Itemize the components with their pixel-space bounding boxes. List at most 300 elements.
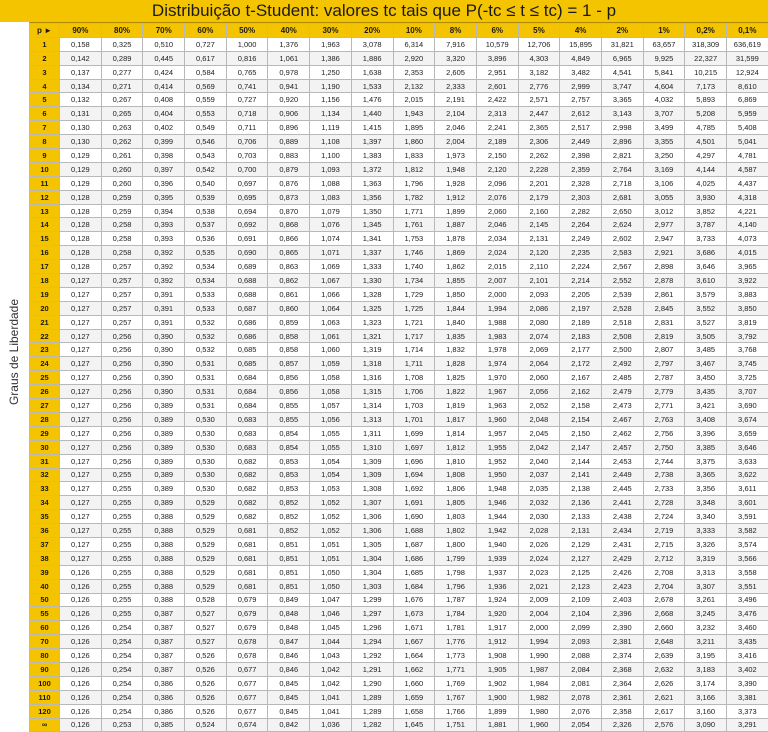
table-cell: 0,866 — [268, 232, 310, 246]
table-cell: 1,828 — [435, 357, 477, 371]
table-cell: 1,304 — [351, 551, 393, 565]
table-cell: 2,144 — [560, 454, 602, 468]
table-cell: 2,787 — [643, 371, 685, 385]
table-cell: 2,228 — [518, 162, 560, 176]
table-cell: 0,256 — [101, 357, 143, 371]
table-cell: 0,255 — [101, 468, 143, 482]
table-cell: 0,388 — [143, 579, 185, 593]
table-cell: 1,350 — [351, 204, 393, 218]
table-cell: 0,530 — [185, 454, 227, 468]
table-cell: 2,500 — [601, 343, 643, 357]
table-cell: 2,086 — [518, 301, 560, 315]
table-cell: 31,821 — [601, 37, 643, 51]
table-cell: 0,263 — [101, 121, 143, 135]
table-cell: 3,601 — [727, 496, 768, 510]
table-cell: 0,538 — [185, 204, 227, 218]
table-cell: 3,819 — [727, 315, 768, 329]
table-cell: 2,028 — [518, 524, 560, 538]
row-header: 37 — [30, 537, 60, 551]
table-cell: 1,052 — [310, 524, 352, 538]
table-cell: 2,048 — [518, 412, 560, 426]
table-cell: 0,861 — [268, 287, 310, 301]
table-cell: 3,143 — [601, 107, 643, 121]
table-cell: 3,792 — [727, 329, 768, 343]
table-cell: 0,387 — [143, 621, 185, 635]
table-cell: 0,260 — [101, 162, 143, 176]
table-cell: 4,303 — [518, 51, 560, 65]
table-cell: 1,799 — [435, 551, 477, 565]
table-cell: 0,534 — [185, 274, 227, 288]
table-cell: 0,137 — [60, 65, 102, 79]
column-header: 30% — [310, 24, 352, 38]
table-cell: 15,895 — [560, 37, 602, 51]
column-header: 20% — [351, 24, 393, 38]
table-cell: 1,310 — [351, 440, 393, 454]
table-cell: 0,528 — [185, 593, 227, 607]
table-cell: 2,999 — [560, 79, 602, 93]
table-cell: 2,601 — [476, 79, 518, 93]
table-cell: 1,056 — [310, 412, 352, 426]
table-cell: 3,402 — [727, 662, 768, 676]
table-cell: 1,886 — [351, 51, 393, 65]
row-header: 32 — [30, 468, 60, 482]
table-cell: 0,690 — [226, 246, 268, 260]
table-cell: 1,862 — [435, 260, 477, 274]
table-row — [30, 301, 768, 315]
table-cell: 2,617 — [643, 704, 685, 718]
table-cell: 1,771 — [435, 662, 477, 676]
table-cell: 1,920 — [476, 607, 518, 621]
table-cell: 0,846 — [268, 662, 310, 676]
table-cell: 0,510 — [143, 37, 185, 51]
table-cell: 0,854 — [268, 426, 310, 440]
table-cell: 3,646 — [685, 260, 727, 274]
table-cell: 0,392 — [143, 274, 185, 288]
table-cell: 0,265 — [101, 107, 143, 121]
table-cell: 1,306 — [351, 524, 393, 538]
table-cell: 0,391 — [143, 287, 185, 301]
table-cell: 1,662 — [393, 662, 435, 676]
table-cell: 1,051 — [310, 551, 352, 565]
table-cell: 0,727 — [185, 37, 227, 51]
table-cell: 1,306 — [351, 510, 393, 524]
table-cell: 6,965 — [601, 51, 643, 65]
table-cell: 0,388 — [143, 593, 185, 607]
table-cell: 2,045 — [518, 426, 560, 440]
row-header: 25 — [30, 371, 60, 385]
table-cell: 2,035 — [518, 482, 560, 496]
table-cell: 0,127 — [60, 524, 102, 538]
table-cell: 1,825 — [435, 371, 477, 385]
table-cell: 0,255 — [101, 565, 143, 579]
table-cell: 10,215 — [685, 65, 727, 79]
table-row — [30, 537, 768, 551]
table-cell: 0,920 — [268, 93, 310, 107]
table-cell: 2,162 — [560, 385, 602, 399]
table-cell: 1,740 — [393, 260, 435, 274]
table-cell: 1,314 — [351, 399, 393, 413]
table-cell: 0,387 — [143, 635, 185, 649]
table-cell: 1,974 — [476, 357, 518, 371]
column-header: 4% — [560, 24, 602, 38]
row-header: 10 — [30, 162, 60, 176]
table-cell: 1,987 — [518, 662, 560, 676]
table-cell: 1,328 — [351, 287, 393, 301]
table-cell: 3,686 — [685, 246, 727, 260]
table-cell: 1,805 — [435, 496, 477, 510]
table-cell: 3,467 — [685, 357, 727, 371]
table-cell: 2,998 — [601, 121, 643, 135]
row-header: 9 — [30, 149, 60, 163]
table-cell: 0,677 — [226, 690, 268, 704]
table-cell: 0,529 — [185, 579, 227, 593]
table-cell: 0,678 — [226, 635, 268, 649]
table-cell: 2,374 — [601, 649, 643, 663]
table-cell: 2,678 — [643, 593, 685, 607]
table-cell: 0,258 — [101, 232, 143, 246]
table-cell: 2,368 — [601, 662, 643, 676]
table-cell: 1,850 — [435, 287, 477, 301]
table-cell: 1,692 — [393, 482, 435, 496]
column-header: 70% — [143, 24, 185, 38]
table-cell: 0,408 — [143, 93, 185, 107]
table-cell: 0,254 — [101, 662, 143, 676]
table-cell: 1,053 — [310, 482, 352, 496]
table-cell: 1,319 — [351, 343, 393, 357]
table-cell: 0,873 — [268, 190, 310, 204]
table-cell: 2,733 — [643, 482, 685, 496]
table-cell: 0,531 — [185, 371, 227, 385]
table-cell: 0,851 — [268, 551, 310, 565]
table-cell: 0,941 — [268, 79, 310, 93]
table-cell: 0,386 — [143, 690, 185, 704]
table-cell: 0,393 — [143, 218, 185, 232]
table-cell: 1,386 — [310, 51, 352, 65]
table-cell: 3,674 — [727, 412, 768, 426]
table-cell: 1,660 — [393, 676, 435, 690]
table-cell: 1,905 — [476, 662, 518, 676]
table-cell: 1,074 — [310, 232, 352, 246]
table-cell: 0,253 — [101, 718, 143, 732]
table-cell: 0,257 — [101, 274, 143, 288]
table-cell: 1,066 — [310, 287, 352, 301]
row-header: 3 — [30, 65, 60, 79]
table-cell: 5,959 — [727, 107, 768, 121]
table-cell: 2,708 — [643, 565, 685, 579]
table-cell: 1,323 — [351, 315, 393, 329]
row-header: 30 — [30, 440, 60, 454]
table-cell: 0,126 — [60, 704, 102, 718]
table-cell: 0,389 — [143, 412, 185, 426]
table-cell: 3,690 — [727, 399, 768, 413]
table-cell: 2,764 — [601, 162, 643, 176]
table-row — [30, 690, 768, 704]
table-row — [30, 232, 768, 246]
table-cell: 1,773 — [435, 649, 477, 663]
table-cell: 2,214 — [560, 274, 602, 288]
table-cell: 0,127 — [60, 426, 102, 440]
table-cell: 3,435 — [685, 385, 727, 399]
table-cell: 3,375 — [685, 454, 727, 468]
table-cell: 3,340 — [685, 510, 727, 524]
table-cell: 3,195 — [685, 649, 727, 663]
table-cell: 4,318 — [727, 190, 768, 204]
table-cell: 4,032 — [643, 93, 685, 107]
table-cell: 2,479 — [601, 385, 643, 399]
table-cell: 1,307 — [351, 496, 393, 510]
table-cell: 3,496 — [727, 593, 768, 607]
table-cell: 2,571 — [518, 93, 560, 107]
table-cell: 2,056 — [518, 385, 560, 399]
table-cell: 0,256 — [101, 440, 143, 454]
table-cell: 1,321 — [351, 329, 393, 343]
table-cell: 1,798 — [435, 565, 477, 579]
table-cell: 2,026 — [518, 537, 560, 551]
row-header: ∞ — [30, 718, 60, 732]
table-cell: 2,046 — [476, 218, 518, 232]
table-cell: 2,567 — [601, 260, 643, 274]
table-cell: 0,530 — [185, 426, 227, 440]
table-cell: 0,132 — [60, 93, 102, 107]
column-header: 90% — [60, 24, 102, 38]
table-cell: 4,849 — [560, 51, 602, 65]
table-cell: 0,530 — [185, 412, 227, 426]
table-cell: 5,208 — [685, 107, 727, 121]
table-cell: 22,327 — [685, 51, 727, 65]
table-cell: 1,808 — [435, 468, 477, 482]
table-cell: 3,090 — [685, 718, 727, 732]
table-cell: 3,356 — [685, 482, 727, 496]
table-cell: 0,860 — [268, 301, 310, 315]
table-cell: 2,145 — [518, 218, 560, 232]
table-cell: 0,531 — [185, 357, 227, 371]
table-cell: 1,988 — [476, 315, 518, 329]
table-row — [30, 135, 768, 149]
table-row — [30, 482, 768, 496]
table-cell: 0,863 — [268, 260, 310, 274]
table-cell: 1,802 — [435, 524, 477, 538]
row-header: 17 — [30, 260, 60, 274]
table-cell: 2,109 — [560, 593, 602, 607]
table-cell: 3,182 — [518, 65, 560, 79]
table-cell: 3,396 — [685, 426, 727, 440]
table-cell: 1,822 — [435, 385, 477, 399]
table-cell: 1,746 — [393, 246, 435, 260]
table-cell: 2,189 — [476, 135, 518, 149]
table-cell: 1,330 — [351, 274, 393, 288]
table-cell: 0,879 — [268, 162, 310, 176]
table-cell: 2,750 — [643, 440, 685, 454]
header-row — [30, 24, 768, 38]
table-cell: 2,457 — [601, 440, 643, 454]
table-cell: 0,395 — [143, 190, 185, 204]
table-cell: 2,648 — [643, 635, 685, 649]
table-cell: 2,004 — [518, 607, 560, 621]
table-cell: 0,697 — [226, 176, 268, 190]
table-cell: 3,232 — [685, 621, 727, 635]
table-cell: 0,695 — [226, 190, 268, 204]
table-cell: 2,715 — [643, 537, 685, 551]
table-cell: 0,526 — [185, 704, 227, 718]
row-header: 2 — [30, 51, 60, 65]
table-cell: 2,807 — [643, 343, 685, 357]
table-cell: 0,851 — [268, 537, 310, 551]
table-row — [30, 107, 768, 121]
table-cell: 2,093 — [560, 635, 602, 649]
table-cell: 1,299 — [351, 593, 393, 607]
table-cell: 3,733 — [685, 232, 727, 246]
table-cell: 2,977 — [643, 218, 685, 232]
table-cell: 2,262 — [518, 149, 560, 163]
table-cell: 0,126 — [60, 565, 102, 579]
corner-cell: p ► — [30, 24, 60, 38]
table-cell: 2,235 — [560, 246, 602, 260]
table-cell: 4,541 — [601, 65, 643, 79]
table-cell: 2,724 — [643, 510, 685, 524]
table-cell: 0,127 — [60, 301, 102, 315]
table-row — [30, 51, 768, 65]
degrees-of-freedom-label: Graus de Liberdade — [7, 299, 21, 405]
table-cell: 1,706 — [393, 385, 435, 399]
table-cell: 0,677 — [226, 704, 268, 718]
table-cell: 0,128 — [60, 204, 102, 218]
table-cell: 0,388 — [143, 510, 185, 524]
table-cell: 0,692 — [226, 218, 268, 232]
table-cell: 2,712 — [643, 551, 685, 565]
table-cell: 2,136 — [560, 496, 602, 510]
table-cell: 0,529 — [185, 565, 227, 579]
table-cell: 1,290 — [351, 676, 393, 690]
table-cell: 3,745 — [727, 357, 768, 371]
table-cell: 1,819 — [435, 399, 477, 413]
table-cell: 2,179 — [518, 190, 560, 204]
table-cell: 3,211 — [685, 635, 727, 649]
table-cell: 1,899 — [435, 204, 477, 218]
table-cell: 318,309 — [685, 37, 727, 51]
table-cell: 0,127 — [60, 371, 102, 385]
table-cell: 4,604 — [643, 79, 685, 93]
table-cell: 3,055 — [643, 190, 685, 204]
row-header: 21 — [30, 315, 60, 329]
table-cell: 1,659 — [393, 690, 435, 704]
table-cell: 1,055 — [310, 426, 352, 440]
table-cell: 1,782 — [393, 190, 435, 204]
table-row — [30, 607, 768, 621]
table-cell: 2,021 — [518, 579, 560, 593]
table-cell: 2,445 — [601, 482, 643, 496]
table-cell: 1,050 — [310, 565, 352, 579]
table-cell: 1,701 — [393, 412, 435, 426]
table-cell: 2,303 — [560, 190, 602, 204]
row-header: 60 — [30, 621, 60, 635]
table-cell: 3,355 — [643, 135, 685, 149]
table-cell: 1,051 — [310, 537, 352, 551]
table-cell: 1,060 — [310, 343, 352, 357]
table-cell: 0,530 — [185, 468, 227, 482]
table-cell: 1,190 — [310, 79, 352, 93]
table-cell: 3,245 — [685, 607, 727, 621]
table-cell: 0,688 — [226, 287, 268, 301]
table-cell: 9,925 — [643, 51, 685, 65]
table-cell: 1,069 — [310, 260, 352, 274]
table-cell: 0,388 — [143, 565, 185, 579]
table-cell: 0,126 — [60, 607, 102, 621]
table-cell: 0,584 — [185, 65, 227, 79]
table-cell: 3,012 — [643, 204, 685, 218]
table-cell: 0,674 — [226, 718, 268, 732]
table-cell: 1,912 — [435, 190, 477, 204]
table-cell: 0,527 — [185, 621, 227, 635]
table-cell: 1,291 — [351, 662, 393, 676]
table-row — [30, 162, 768, 176]
table-cell: 1,908 — [476, 649, 518, 663]
table-cell: 1,963 — [310, 37, 352, 51]
t-distribution-table — [29, 23, 768, 732]
table-cell: 0,260 — [101, 176, 143, 190]
table-cell: 3,261 — [685, 593, 727, 607]
table-cell: 0,271 — [101, 79, 143, 93]
table-cell: 4,297 — [685, 149, 727, 163]
table-cell: 1,776 — [435, 635, 477, 649]
table-cell: 0,896 — [268, 121, 310, 135]
table-cell: 3,183 — [685, 662, 727, 676]
table-cell: 1,734 — [393, 274, 435, 288]
table-cell: 0,393 — [143, 232, 185, 246]
table-cell: 0,682 — [226, 510, 268, 524]
table-cell: 2,390 — [601, 621, 643, 635]
table-cell: 0,258 — [101, 246, 143, 260]
table-cell: 2,150 — [560, 426, 602, 440]
table-cell: 0,127 — [60, 315, 102, 329]
table-cell: 3,385 — [685, 440, 727, 454]
table-cell: 1,936 — [476, 579, 518, 593]
table-cell: 0,537 — [185, 218, 227, 232]
row-header: 7 — [30, 121, 60, 135]
table-cell: 1,980 — [518, 704, 560, 718]
table-cell: 0,254 — [101, 635, 143, 649]
table-cell: 2,084 — [560, 662, 602, 676]
table-cell: 0,529 — [185, 551, 227, 565]
table-cell: 0,686 — [226, 315, 268, 329]
table-cell: 2,015 — [393, 93, 435, 107]
table-cell: 2,306 — [518, 135, 560, 149]
table-cell: 1,725 — [393, 301, 435, 315]
table-cell: 3,896 — [476, 51, 518, 65]
table-cell: 3,326 — [685, 537, 727, 551]
table-cell: 1,645 — [393, 718, 435, 732]
table-row — [30, 551, 768, 565]
table-cell: 1,982 — [518, 690, 560, 704]
table-cell: 0,683 — [226, 412, 268, 426]
table-cell: 1,869 — [435, 246, 477, 260]
table-row — [30, 260, 768, 274]
table-cell: 0,255 — [101, 551, 143, 565]
table-row — [30, 718, 768, 732]
table-cell: 0,530 — [185, 440, 227, 454]
table-cell: 3,659 — [727, 426, 768, 440]
table-cell: 0,678 — [226, 649, 268, 663]
table-cell: 3,852 — [685, 204, 727, 218]
table-cell: 6,869 — [727, 93, 768, 107]
table-cell: 0,259 — [101, 190, 143, 204]
table-cell: 1,912 — [476, 635, 518, 649]
column-header: 0,2% — [685, 24, 727, 38]
table-cell: 1,946 — [476, 496, 518, 510]
table-row — [30, 454, 768, 468]
table-cell: 8,610 — [727, 79, 768, 93]
table-cell: 3,482 — [560, 65, 602, 79]
table-cell: 0,142 — [60, 51, 102, 65]
